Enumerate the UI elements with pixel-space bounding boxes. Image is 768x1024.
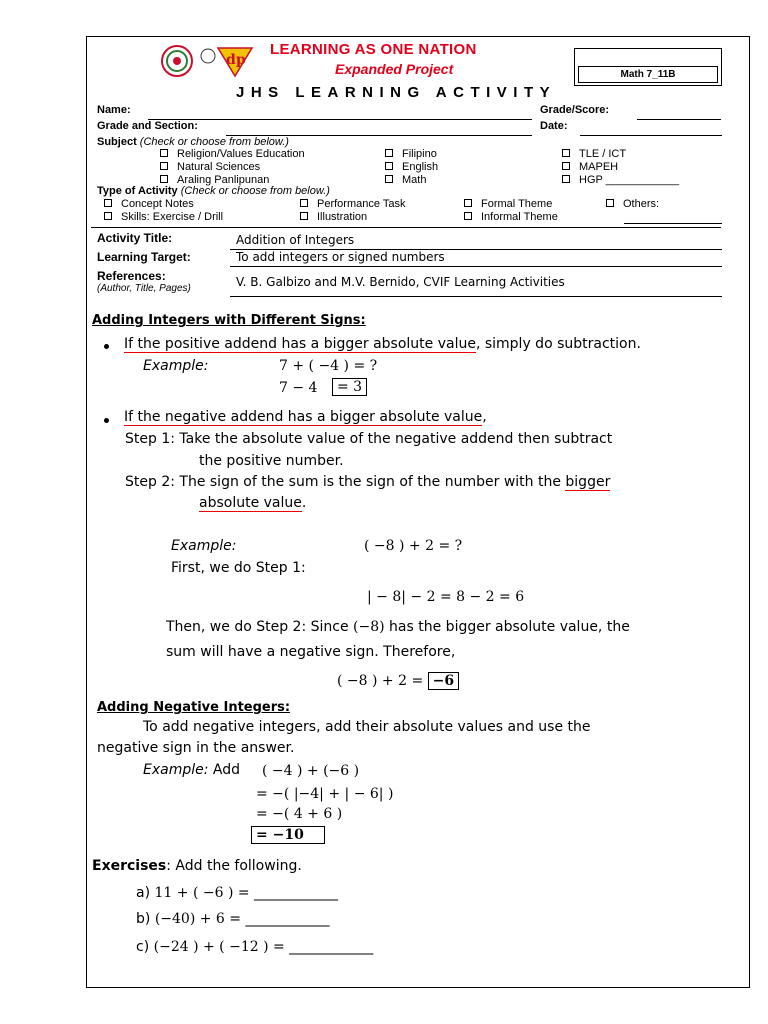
- answer-blank[interactable]: ____________: [254, 885, 339, 901]
- learning-target-label: Learning Target:: [97, 250, 191, 264]
- activity-heading: JHS LEARNING ACTIVITY: [236, 84, 557, 101]
- date-field[interactable]: [580, 135, 722, 136]
- activity-type-option[interactable]: Concept Notes: [104, 198, 194, 210]
- rule-positive-bigger: If the positive addend has a bigger absolute value, simply do subtraction.: [124, 336, 641, 352]
- checkbox[interactable]: [464, 212, 472, 220]
- example3-expression: ( −4 ) + (−6 ): [262, 763, 360, 779]
- exercise-item: b) (−40) + 6 = ____________: [136, 911, 330, 927]
- grade-score-field[interactable]: [637, 119, 721, 120]
- subject-row: [97, 136, 289, 148]
- exercise-item: c) (−24 ) + ( −12 ) = ____________: [136, 939, 374, 955]
- activity-type-label: Type of Activity: [97, 185, 178, 197]
- checkbox[interactable]: [606, 199, 614, 207]
- example2-sum-text: sum will have a negative sign. Therefore,: [166, 644, 456, 660]
- checkbox[interactable]: [385, 175, 393, 183]
- example2-step2-text: Then, we do Step 2: Since (−8) has the bigger absolute value, the: [166, 619, 630, 635]
- page-subtitle: Expanded Project: [335, 61, 454, 77]
- learning-target-value: To add integers or signed numbers: [236, 250, 445, 264]
- checkbox[interactable]: [562, 175, 570, 183]
- grade-score-label: Grade/Score:: [540, 104, 610, 116]
- activity-type-option[interactable]: Others:: [606, 198, 659, 210]
- references-hint: (Author, Title, Pages): [97, 283, 191, 294]
- references-value: V. B. Galbizo and M.V. Bernido, CVIF Learning Activities: [236, 275, 565, 289]
- example2-expression: ( −8 ) + 2 = ?: [364, 538, 463, 554]
- page-title: LEARNING AS ONE NATION: [270, 41, 477, 58]
- answer-blank[interactable]: ____________: [289, 939, 374, 955]
- subject-option[interactable]: TLE / ICT: [562, 148, 626, 160]
- checkbox[interactable]: [104, 199, 112, 207]
- subject-option[interactable]: Math: [385, 174, 426, 186]
- checkbox[interactable]: [385, 149, 393, 157]
- activity-type-option[interactable]: Informal Theme: [464, 211, 558, 223]
- subject-code-box: [574, 48, 722, 86]
- logo-group: [160, 44, 270, 83]
- section-heading-negative-integers: Adding Negative Integers:: [97, 700, 291, 715]
- references-line: [230, 296, 722, 297]
- references-label: References:: [97, 269, 166, 283]
- checkbox[interactable]: [160, 175, 168, 183]
- activity-title-value: Addition of Integers: [236, 233, 355, 247]
- grade-section-label: Grade and Section:: [97, 120, 198, 132]
- checkbox[interactable]: [300, 199, 308, 207]
- subject-option[interactable]: MAPEH: [562, 161, 618, 173]
- activity-type-row: [97, 185, 330, 197]
- negative-rule-text-cont: negative sign in the answer.: [97, 740, 295, 756]
- checkbox[interactable]: [104, 212, 112, 220]
- activity-type-option[interactable]: Performance Task: [300, 198, 405, 210]
- example-label: Example:: [171, 538, 237, 554]
- subject-option[interactable]: Araling Panlipunan: [160, 174, 269, 186]
- date-label: Date:: [540, 120, 568, 132]
- subject-option[interactable]: English: [385, 161, 438, 173]
- example3-answer: = −10: [251, 826, 325, 844]
- example1-answer: = 3: [332, 378, 367, 396]
- name-field[interactable]: [148, 119, 532, 120]
- checkbox[interactable]: [160, 162, 168, 170]
- example3-step2: = −( 4 + 6 ): [256, 806, 343, 822]
- example-label: Example:: [143, 358, 209, 374]
- activity-type-option[interactable]: Skills: Exercise / Drill: [104, 211, 223, 223]
- activity-type-hint: (Check or choose from below.): [180, 185, 330, 197]
- checkbox[interactable]: [160, 149, 168, 157]
- bullet: [104, 418, 109, 423]
- subject-option[interactable]: Religion/Values Education: [160, 148, 305, 160]
- activity-title-label: Activity Title:: [97, 231, 173, 245]
- svg-text:d: d: [226, 52, 236, 68]
- divider: [91, 227, 721, 228]
- exercise-item: a) 11 + ( −6 ) = ____________: [136, 885, 339, 901]
- step1-text: Step 1: Take the absolute value of the negative addend then subtract: [125, 431, 613, 447]
- example1-subtraction: 7 − 4: [279, 380, 318, 396]
- section-heading-different-signs: Adding Integers with Different Signs:: [92, 313, 366, 328]
- subject-option[interactable]: HGP ____________: [562, 174, 679, 186]
- school-seal-logo: [160, 44, 270, 78]
- name-label: Name:: [97, 104, 131, 116]
- example2-first: First, we do Step 1:: [171, 560, 306, 576]
- checkbox[interactable]: [562, 162, 570, 170]
- example3-step1: = −( |−4| + | − 6| ): [256, 786, 394, 802]
- checkbox[interactable]: [464, 199, 472, 207]
- example3-row: Example: Add: [143, 762, 241, 778]
- checkbox[interactable]: [562, 149, 570, 157]
- checkbox[interactable]: [385, 162, 393, 170]
- subject-option[interactable]: Filipino: [385, 148, 437, 160]
- others-field[interactable]: [624, 223, 722, 224]
- subject-hint: (Check or choose from below.): [139, 136, 289, 148]
- example1-expression: 7 + ( −4 ) = ?: [279, 358, 378, 374]
- subject-option[interactable]: Natural Sciences: [160, 161, 260, 173]
- subject-label: Subject: [97, 136, 137, 148]
- subject-code: Math 7_11B: [578, 66, 718, 83]
- step2-text-cont: absolute value.: [199, 495, 307, 511]
- answer-blank[interactable]: ____________: [245, 911, 330, 927]
- step2-text: Step 2: The sign of the sum is the sign of the number with the bigger: [125, 474, 611, 490]
- svg-text:p: p: [236, 52, 246, 68]
- step1-text-cont: the positive number.: [199, 453, 344, 469]
- bullet: [104, 344, 109, 349]
- checkbox[interactable]: [300, 212, 308, 220]
- example2-calculation: | − 8| − 2 = 8 − 2 = 6: [367, 589, 525, 605]
- example2-final: ( −8 ) + 2 = −6: [337, 673, 459, 689]
- example2-answer: −6: [428, 672, 459, 690]
- exercises-heading: Exercises: Add the following.: [92, 858, 302, 874]
- rule-negative-bigger: If the negative addend has a bigger absolute value,: [124, 409, 487, 425]
- learning-target-line: [230, 266, 722, 267]
- activity-type-option[interactable]: Formal Theme: [464, 198, 552, 210]
- activity-type-option[interactable]: Illustration: [300, 211, 367, 223]
- negative-rule-text: To add negative integers, add their absolute values and use the: [143, 719, 591, 735]
